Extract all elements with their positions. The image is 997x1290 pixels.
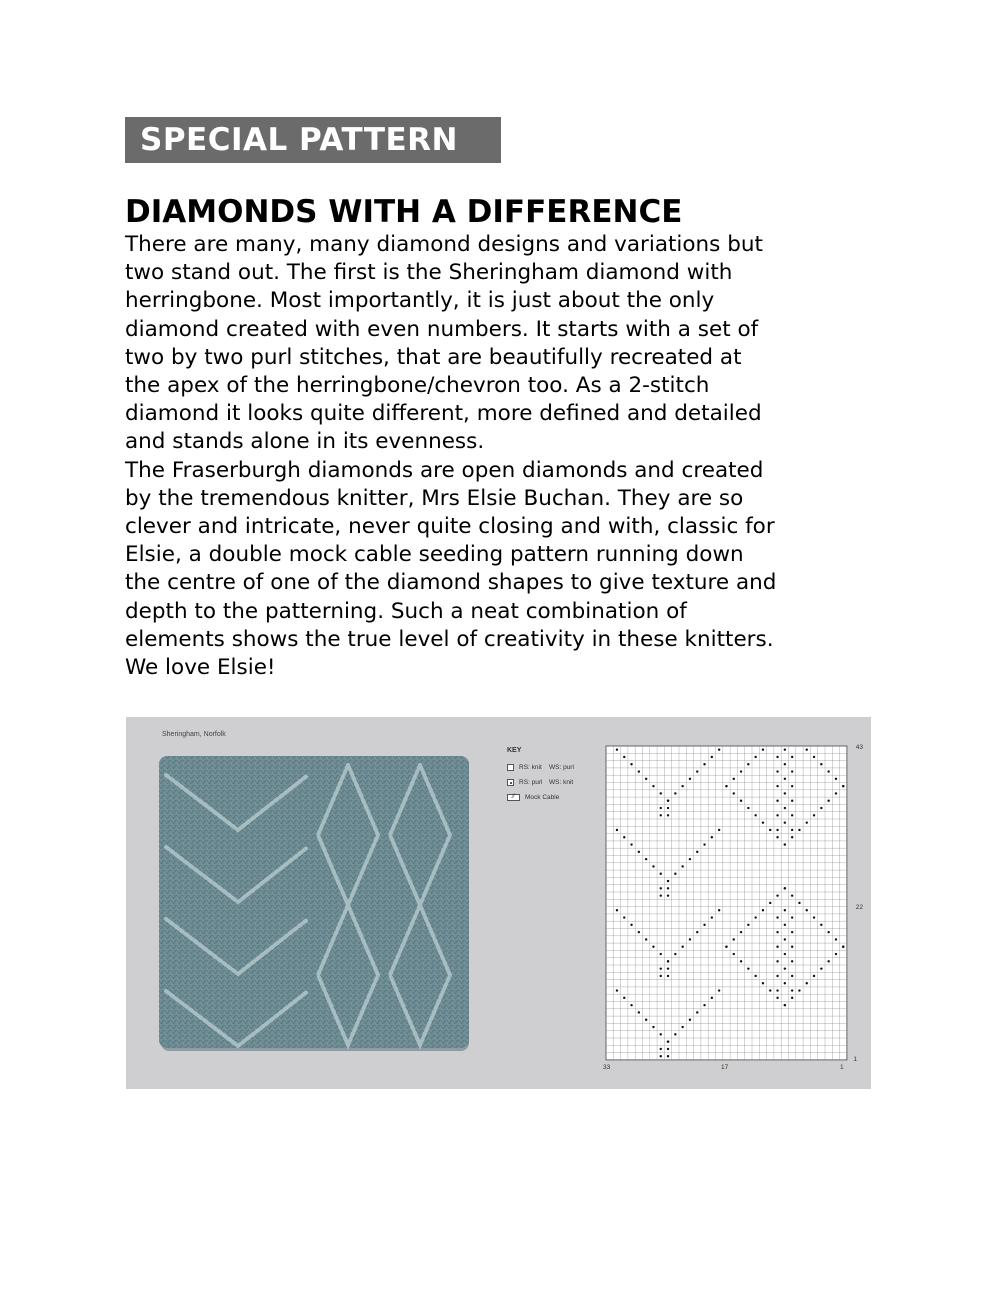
purl-dot bbox=[769, 902, 771, 904]
purl-dot bbox=[813, 975, 815, 977]
purl-dot bbox=[660, 792, 662, 794]
purl-dot bbox=[667, 1048, 669, 1050]
purl-dot bbox=[820, 924, 822, 926]
purl-dot bbox=[776, 756, 778, 758]
purl-dot bbox=[776, 931, 778, 933]
purl-dot bbox=[652, 1026, 654, 1028]
purl-dot bbox=[776, 997, 778, 999]
purl-dot bbox=[754, 916, 756, 918]
row-label-top: 43 bbox=[855, 744, 863, 751]
purl-dot bbox=[638, 851, 640, 853]
purl-dot bbox=[835, 953, 837, 955]
purl-dot bbox=[667, 814, 669, 816]
body-line: herringbone. Most importantly, it is just about the only bbox=[125, 288, 715, 314]
purl-dot bbox=[791, 836, 793, 838]
purl-dot bbox=[667, 960, 669, 962]
purl-dot bbox=[791, 916, 793, 918]
purl-dot bbox=[754, 756, 756, 758]
purl-dot bbox=[711, 836, 713, 838]
purl-dot bbox=[776, 829, 778, 831]
purl-dot bbox=[827, 960, 829, 962]
purl-dot bbox=[667, 880, 669, 882]
purl-dot bbox=[784, 807, 786, 809]
purl-dot bbox=[674, 792, 676, 794]
body-line: two stand out. The first is the Sheringham diamond with bbox=[125, 260, 733, 286]
purl-dot bbox=[791, 975, 793, 977]
purl-dot bbox=[747, 807, 749, 809]
stitch-chart bbox=[603, 744, 867, 1079]
body-line: Elsie, a double mock cable seeding pattern running down bbox=[125, 542, 744, 568]
figure-caption: Sheringham, Norfolk bbox=[162, 731, 226, 738]
col-label-left: 33 bbox=[603, 1064, 611, 1071]
key-ws-label: WS: purl bbox=[549, 764, 574, 771]
purl-dot bbox=[703, 843, 705, 845]
purl-dot bbox=[638, 931, 640, 933]
chart-background bbox=[606, 746, 847, 1060]
purl-dot bbox=[718, 989, 720, 991]
purl-dot bbox=[696, 931, 698, 933]
purl-dot bbox=[645, 938, 647, 940]
purl-dot bbox=[711, 756, 713, 758]
purl-dot bbox=[660, 873, 662, 875]
body-line: the apex of the herringbone/chevron too. As a 2-stitch bbox=[125, 373, 710, 399]
purl-dot bbox=[645, 778, 647, 780]
purl-dot bbox=[798, 989, 800, 991]
body-line: elements shows the true level of creativity in these knitters. bbox=[125, 626, 774, 652]
purl-dot bbox=[638, 770, 640, 772]
purl-dot bbox=[660, 814, 662, 816]
purl-dot bbox=[667, 807, 669, 809]
purl-dot bbox=[769, 829, 771, 831]
purl-dot bbox=[630, 924, 632, 926]
key-row-cable bbox=[507, 790, 607, 805]
purl-dot bbox=[776, 975, 778, 977]
purl-dot bbox=[784, 778, 786, 780]
purl-dot bbox=[696, 851, 698, 853]
purl-dot bbox=[689, 938, 691, 940]
purl-dot bbox=[667, 975, 669, 977]
purl-dot bbox=[776, 836, 778, 838]
purl-dot bbox=[754, 975, 756, 977]
article-title: DIAMONDS WITH A DIFFERENCE bbox=[125, 194, 683, 230]
purl-dot bbox=[718, 748, 720, 750]
purl-dot bbox=[791, 770, 793, 772]
purl-dot bbox=[652, 946, 654, 948]
purl-dot bbox=[754, 814, 756, 816]
purl-dot bbox=[652, 865, 654, 867]
purl-dot bbox=[747, 924, 749, 926]
purl-dot bbox=[784, 843, 786, 845]
body-line: two by two purl stitches, that are beautifully recreated at bbox=[125, 344, 742, 370]
knit-symbol-icon bbox=[507, 764, 514, 771]
stitch-chart-grid bbox=[603, 744, 867, 1079]
purl-dot bbox=[835, 778, 837, 780]
purl-dot bbox=[784, 909, 786, 911]
purl-dot bbox=[660, 894, 662, 896]
purl-dot bbox=[616, 989, 618, 991]
purl-dot bbox=[784, 821, 786, 823]
purl-dot bbox=[660, 975, 662, 977]
purl-dot bbox=[784, 1004, 786, 1006]
purl-dot bbox=[791, 800, 793, 802]
purl-dot bbox=[806, 982, 808, 984]
purl-dot bbox=[806, 748, 808, 750]
purl-dot bbox=[762, 982, 764, 984]
purl-dot bbox=[806, 821, 808, 823]
purl-dot bbox=[791, 989, 793, 991]
purl-dot bbox=[835, 938, 837, 940]
purl-dot bbox=[791, 931, 793, 933]
purl-dot bbox=[616, 748, 618, 750]
purl-dot bbox=[733, 938, 735, 940]
purl-dot bbox=[784, 924, 786, 926]
purl-dot bbox=[842, 946, 844, 948]
purl-dot bbox=[660, 1055, 662, 1057]
body-line: diamond it looks quite different, more defined and detailed bbox=[125, 401, 762, 427]
purl-dot bbox=[660, 1033, 662, 1035]
purl-dot bbox=[776, 800, 778, 802]
purl-dot bbox=[776, 960, 778, 962]
purl-dot bbox=[616, 829, 618, 831]
purl-dot bbox=[645, 1019, 647, 1021]
purl-dot bbox=[813, 916, 815, 918]
purl-dot bbox=[791, 785, 793, 787]
purl-dot bbox=[733, 778, 735, 780]
key-ws-label: WS: knit bbox=[549, 779, 574, 786]
key-rs-label: RS: knit bbox=[519, 764, 542, 771]
purl-dot bbox=[681, 865, 683, 867]
purl-dot bbox=[630, 843, 632, 845]
purl-dot bbox=[784, 887, 786, 889]
purl-dot bbox=[630, 763, 632, 765]
purl-dot bbox=[827, 800, 829, 802]
purl-dot bbox=[776, 894, 778, 896]
section-banner: SPECIAL PATTERN bbox=[125, 117, 501, 163]
purl-dot bbox=[718, 829, 720, 831]
purl-dot bbox=[623, 997, 625, 999]
purl-dot bbox=[762, 748, 764, 750]
purl-dot bbox=[798, 902, 800, 904]
body-line: We love Elsie! bbox=[125, 655, 276, 681]
body-line: depth to the patterning. Such a neat combination of bbox=[125, 598, 687, 624]
purl-dot bbox=[681, 1026, 683, 1028]
knitted-swatch-image bbox=[158, 755, 474, 1055]
col-label-right: 1 bbox=[840, 1064, 844, 1071]
purl-dot bbox=[820, 967, 822, 969]
purl-dot bbox=[820, 763, 822, 765]
body-line: clever and intricate, never quite closing and with, classic for bbox=[125, 514, 775, 540]
row-label-middle: 22 bbox=[855, 904, 863, 911]
body-line: There are many, many diamond designs and variations but bbox=[125, 232, 763, 257]
purl-dot bbox=[638, 1011, 640, 1013]
purl-dot bbox=[776, 916, 778, 918]
purl-dot bbox=[733, 953, 735, 955]
purl-dot bbox=[784, 953, 786, 955]
purl-dot bbox=[776, 785, 778, 787]
purl-dot bbox=[711, 916, 713, 918]
purl-dot bbox=[791, 814, 793, 816]
purl-dot bbox=[827, 770, 829, 772]
purl-dot bbox=[660, 807, 662, 809]
purl-dot bbox=[689, 778, 691, 780]
purl-dot bbox=[784, 792, 786, 794]
purl-dot bbox=[813, 814, 815, 816]
purl-dot bbox=[667, 800, 669, 802]
purl-dot bbox=[725, 785, 727, 787]
purl-dot bbox=[806, 909, 808, 911]
purl-dot bbox=[791, 960, 793, 962]
chart-key bbox=[507, 747, 607, 805]
purl-dot bbox=[747, 967, 749, 969]
purl-dot bbox=[776, 814, 778, 816]
purl-dot bbox=[784, 748, 786, 750]
purl-dot bbox=[725, 946, 727, 948]
purl-dot bbox=[740, 800, 742, 802]
purl-dot bbox=[835, 792, 837, 794]
pattern-figure bbox=[126, 717, 871, 1089]
body-line: and stands alone in its evenness. bbox=[125, 429, 485, 455]
body-line: the centre of one of the diamond shapes to give texture and bbox=[125, 570, 777, 596]
purl-dot bbox=[623, 756, 625, 758]
purl-dot bbox=[689, 1019, 691, 1021]
purl-dot bbox=[820, 807, 822, 809]
purl-dot bbox=[784, 967, 786, 969]
purl-dot bbox=[660, 887, 662, 889]
key-rs-label: RS: purl bbox=[519, 779, 543, 786]
purl-dot bbox=[681, 785, 683, 787]
purl-dot bbox=[660, 967, 662, 969]
purl-dot bbox=[776, 989, 778, 991]
purl-dot bbox=[616, 909, 618, 911]
purl-dot bbox=[696, 770, 698, 772]
purl-dot bbox=[660, 1048, 662, 1050]
purl-dot bbox=[740, 931, 742, 933]
body-line: diamond created with even numbers. It starts with a set of bbox=[125, 316, 759, 342]
purl-symbol-icon bbox=[507, 779, 514, 786]
purl-dot bbox=[696, 1011, 698, 1013]
purl-dot bbox=[784, 982, 786, 984]
purl-dot bbox=[784, 938, 786, 940]
purl-dot bbox=[703, 924, 705, 926]
purl-dot bbox=[842, 785, 844, 787]
purl-dot bbox=[776, 946, 778, 948]
body-line: The Fraserburgh diamonds are open diamonds and created bbox=[125, 457, 764, 483]
purl-dot bbox=[630, 1004, 632, 1006]
purl-dot bbox=[776, 770, 778, 772]
purl-dot bbox=[703, 763, 705, 765]
purl-dot bbox=[798, 829, 800, 831]
purl-dot bbox=[791, 997, 793, 999]
key-row-knit bbox=[507, 760, 607, 775]
swatch-svg bbox=[158, 755, 474, 1055]
col-label-middle: 17 bbox=[721, 1064, 729, 1071]
purl-dot bbox=[740, 960, 742, 962]
purl-dot bbox=[674, 1033, 676, 1035]
purl-dot bbox=[769, 989, 771, 991]
key-title: KEY bbox=[507, 747, 522, 754]
purl-dot bbox=[762, 821, 764, 823]
purl-dot bbox=[791, 946, 793, 948]
purl-dot bbox=[674, 873, 676, 875]
purl-dot bbox=[703, 1004, 705, 1006]
purl-dot bbox=[762, 909, 764, 911]
purl-dot bbox=[623, 836, 625, 838]
purl-dot bbox=[813, 756, 815, 758]
purl-dot bbox=[681, 946, 683, 948]
purl-dot bbox=[791, 894, 793, 896]
purl-dot bbox=[784, 763, 786, 765]
purl-dot bbox=[667, 887, 669, 889]
purl-dot bbox=[711, 997, 713, 999]
purl-dot bbox=[791, 829, 793, 831]
mock-cable-symbol-icon: ⁄⁄ bbox=[507, 794, 520, 801]
purl-dot bbox=[718, 909, 720, 911]
purl-dot bbox=[645, 858, 647, 860]
purl-dot bbox=[733, 792, 735, 794]
purl-dot bbox=[667, 1040, 669, 1042]
purl-dot bbox=[791, 756, 793, 758]
key-cable-label: Mock Cable bbox=[525, 794, 560, 801]
purl-dot bbox=[660, 953, 662, 955]
purl-dot bbox=[740, 770, 742, 772]
row-label-bottom: 1 bbox=[853, 1056, 857, 1063]
purl-dot bbox=[747, 763, 749, 765]
body-line: by the tremendous knitter, Mrs Elsie Buchan. They are so bbox=[125, 485, 744, 511]
article-body bbox=[125, 231, 885, 682]
purl-dot bbox=[667, 894, 669, 896]
purl-dot bbox=[652, 785, 654, 787]
purl-dot bbox=[689, 858, 691, 860]
key-row-purl bbox=[507, 775, 607, 790]
purl-dot bbox=[667, 967, 669, 969]
purl-dot bbox=[623, 916, 625, 918]
purl-dot bbox=[674, 953, 676, 955]
purl-dot bbox=[827, 931, 829, 933]
purl-dot bbox=[667, 1055, 669, 1057]
